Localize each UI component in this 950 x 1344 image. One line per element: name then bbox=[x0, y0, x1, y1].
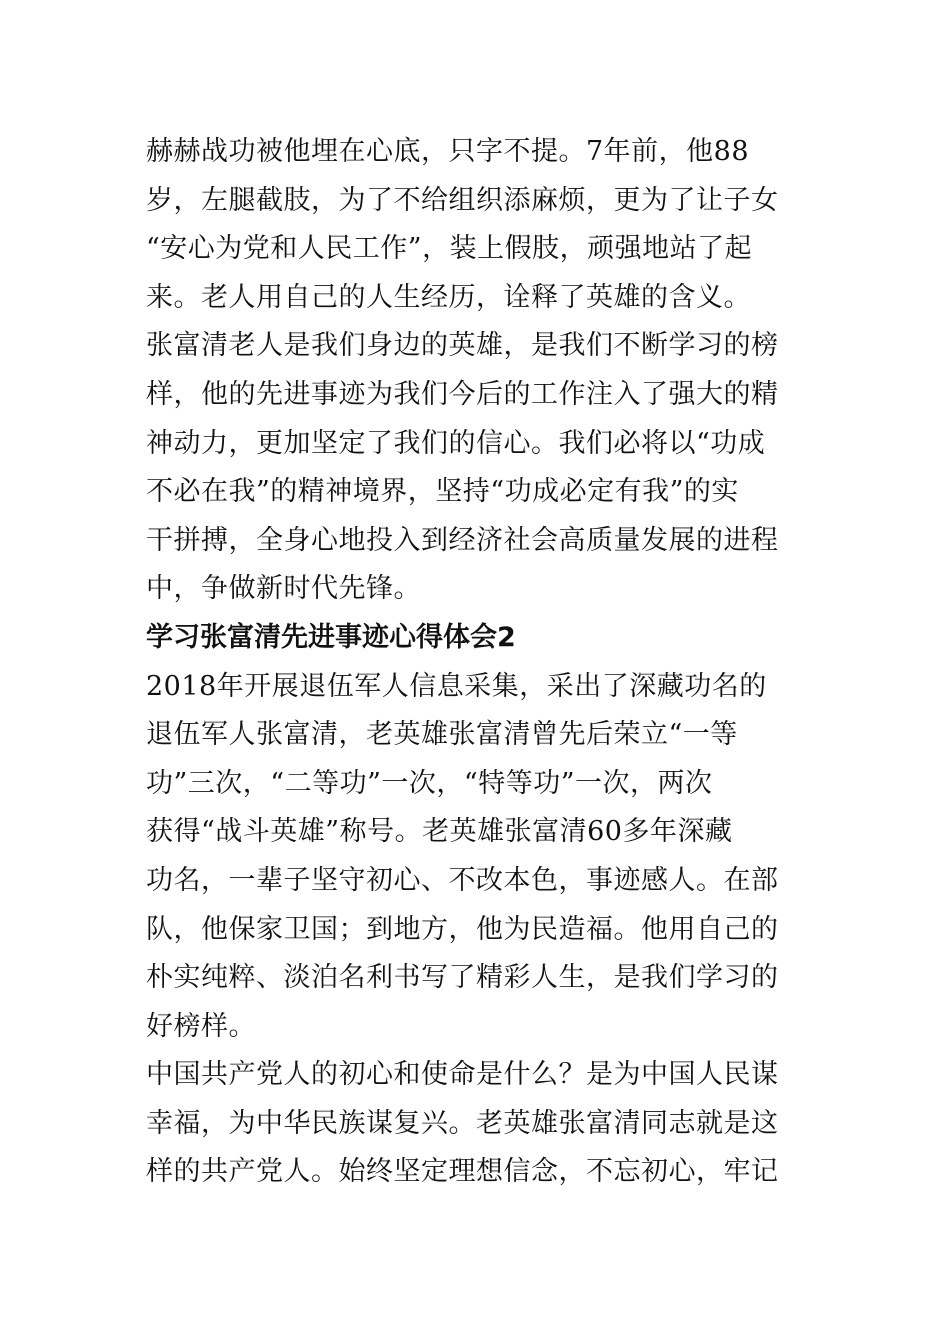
paragraph-party-mission bbox=[146, 1051, 806, 1197]
text-line: 退伍军人张富清，老英雄张富清曾先后荣立“一等 bbox=[146, 719, 738, 751]
text-line: 功名，一辈子坚守初心、不改本色，事迹感人。在部 bbox=[146, 864, 779, 896]
text-line: 中，争做新时代先锋。 bbox=[146, 573, 421, 605]
text-line: 幸福，为中华民族谋复兴。老英雄张富清同志就是这 bbox=[146, 1107, 779, 1139]
text-line: 张富清老人是我们身边的英雄，是我们不断学习的榜 bbox=[146, 330, 779, 362]
text-line: 神动力，更加坚定了我们的信心。我们必将以“功成 bbox=[146, 427, 766, 459]
text-line: 岁，左腿截肢，为了不给组织添麻烦，更为了让子女 bbox=[146, 184, 779, 216]
text-line: 2018年开展退伍军人信息采集，采出了深藏功名的 bbox=[146, 670, 767, 702]
text-line: 功”三次，“二等功”一次，“特等功”一次，两次 bbox=[146, 767, 713, 799]
document-page bbox=[146, 128, 806, 1197]
text-line: “安心为党和人民工作”，装上假肢，顽强地站了起 bbox=[146, 233, 753, 265]
section-heading: 学习张富清先进事迹心得体会2 bbox=[146, 621, 516, 653]
text-line: 干拼搏，全身心地投入到经济社会高质量发展的进程 bbox=[146, 524, 779, 556]
paragraph-veteran-info bbox=[146, 663, 806, 1052]
text-line: 不必在我”的精神境界，坚持“功成必定有我”的实 bbox=[146, 476, 739, 508]
text-line: 队，他保家卫国；到地方，他为民造福。他用自己的 bbox=[146, 913, 779, 945]
paragraph-role-model bbox=[146, 322, 806, 614]
text-line: 赫赫战功被他埋在心底，只字不提。7年前，他88 bbox=[146, 136, 750, 167]
text-line: 中国共产党人的初心和使命是什么？是为中国人民谋 bbox=[146, 1059, 779, 1091]
text-line: 获得“战斗英雄”称号。老英雄张富清60多年深藏 bbox=[146, 816, 733, 848]
text-line: 来。老人用自己的人生经历，诠释了英雄的含义。 bbox=[146, 281, 751, 313]
text-line: 朴实纯粹、淡泊名利书写了精彩人生，是我们学习的 bbox=[146, 962, 779, 994]
text-line: 好榜样。 bbox=[146, 1010, 256, 1042]
text-line: 样，他的先进事迹为我们今后的工作注入了强大的精 bbox=[146, 378, 779, 410]
paragraph-war-merits bbox=[146, 128, 806, 322]
text-line: 样的共产党人。始终坚定理想信念，不忘初心，牢记 bbox=[146, 1156, 779, 1188]
